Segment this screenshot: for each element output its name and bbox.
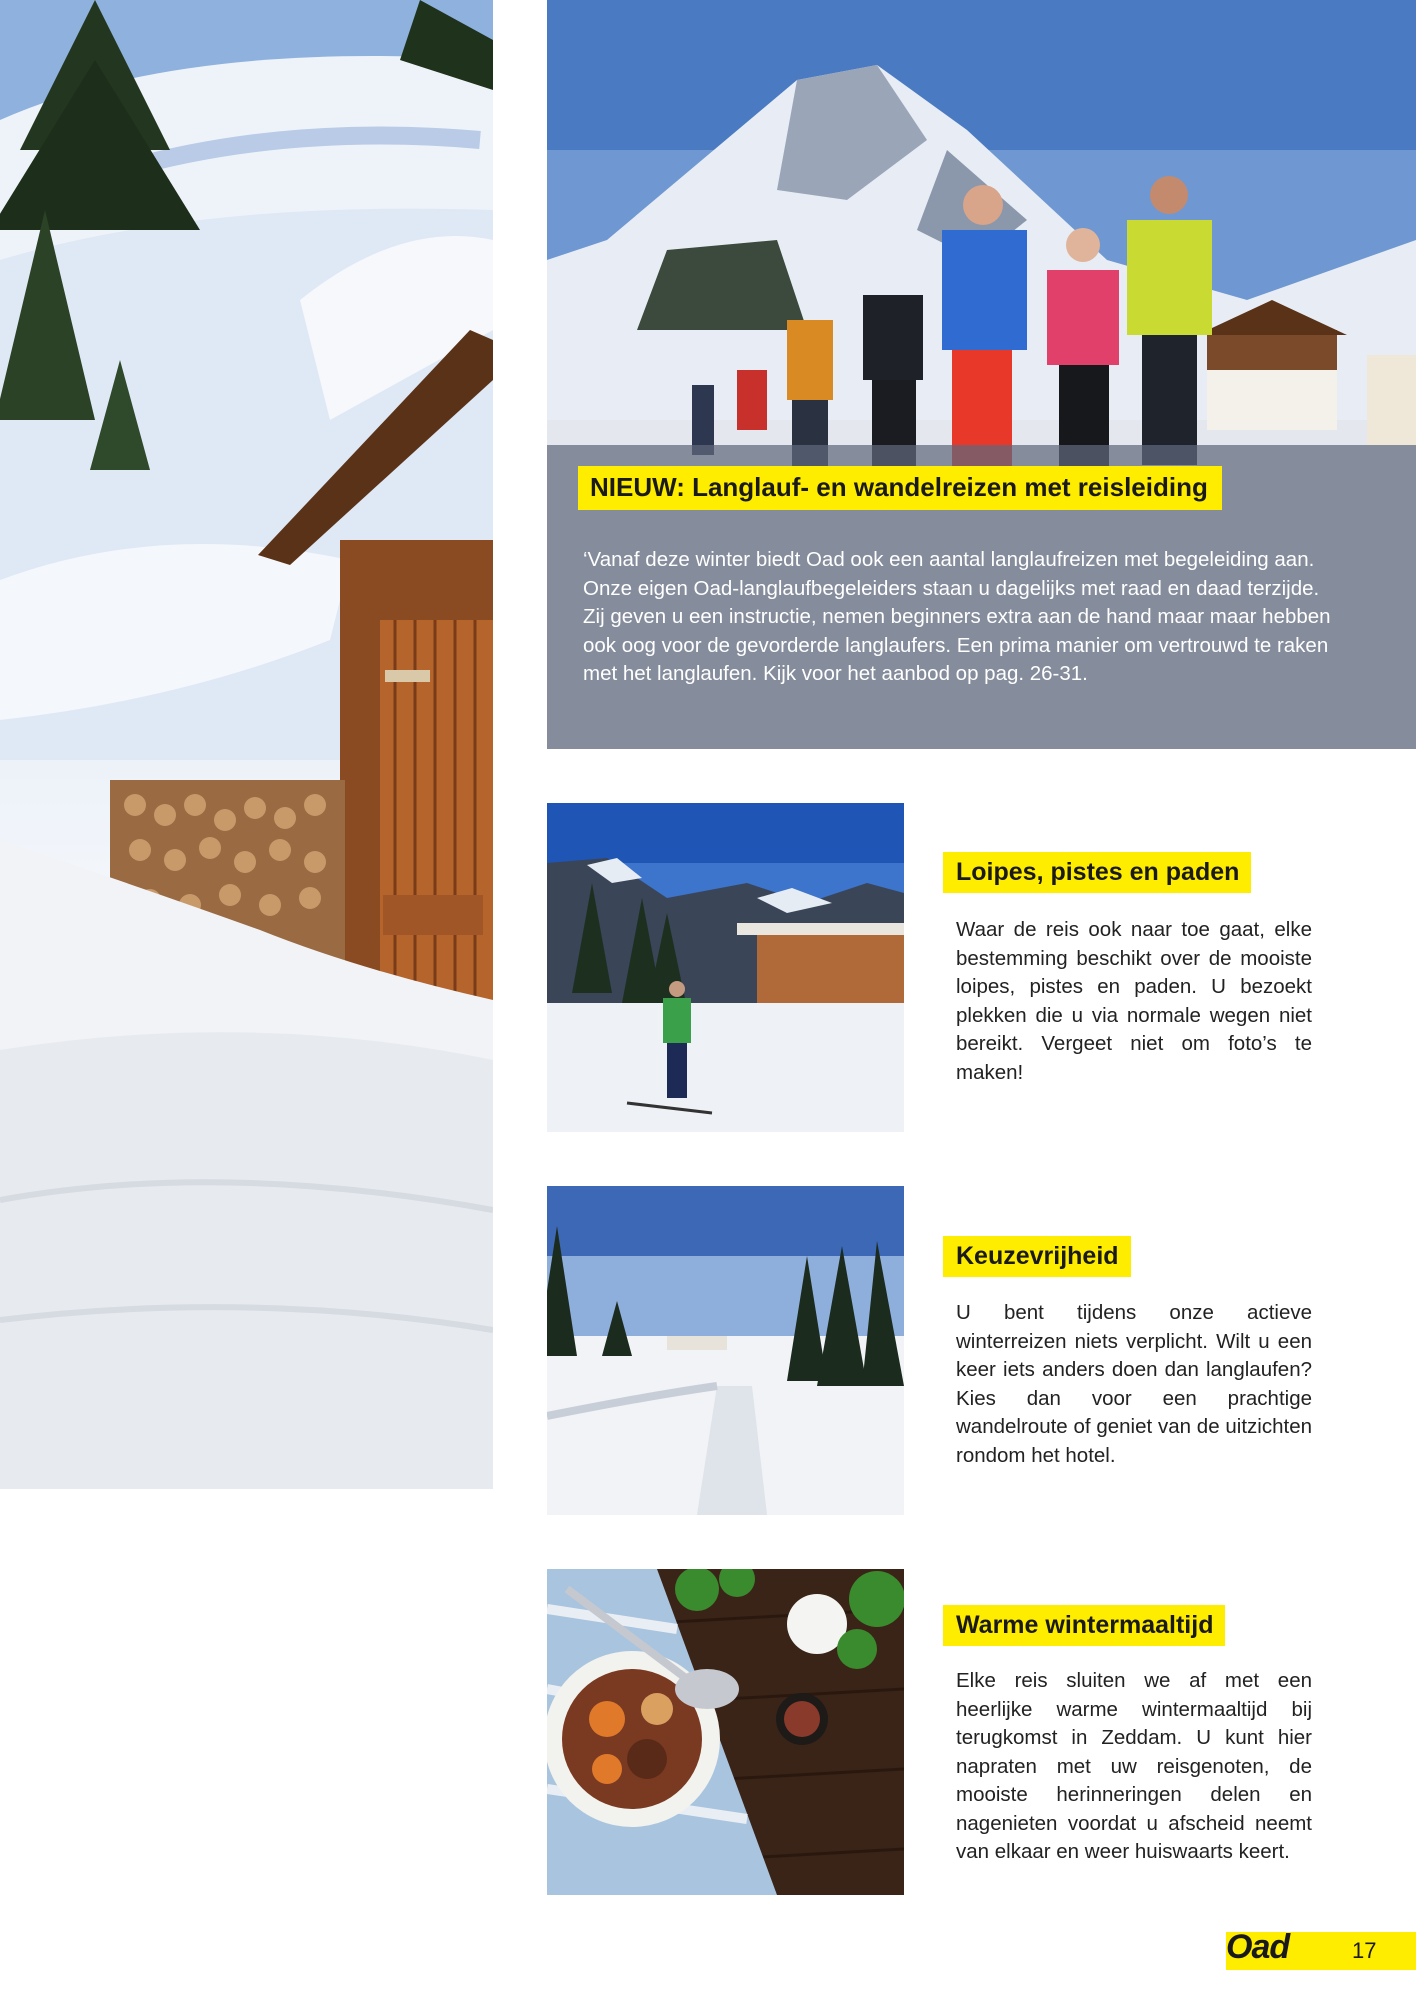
feature-title-loipes: Loipes, pistes en paden [943, 852, 1251, 893]
cross-country-skier-photo [547, 803, 904, 1132]
feature-title-maaltijd: Warme wintermaaltijd [943, 1605, 1225, 1646]
feature-text-maaltijd: Elke reis sluiten we af met een heerlijke warme wintermaaltijd bij terugkomst in Zeddam. U kunt hier napraten met uw reisgenoten, de mooiste herinneringen delen en nagenieten voordat u afscheid neemt van elkaar en weer huiswaarts keert. [956, 1669, 1312, 1863]
hero-heading: NIEUW: Langlauf- en wandelreizen met reisleiding [578, 466, 1222, 510]
oad-logo: Oad [1226, 1928, 1290, 1966]
snowy-path-photo [547, 1186, 904, 1515]
winter-stew-photo [547, 1569, 904, 1895]
hero-paragraph: ‘Vanaf deze winter biedt Oad ook een aantal langlaufreizen met begeleiding aan. Onze eigen Oad-langlaufbegeleiders staan u dagelijks met raad en daad terzijde. Zij geven u een instructie, nemen beginners extra aan de hand maar maar hebben ook oog voor de gevorderde langlaufers. Een prima manier om vertrouwd te raken met het langlaufen. Kijk voor het aanbod op pag. 26-31. [583, 548, 1331, 685]
page-number: 17 [1352, 1938, 1377, 1963]
hiking-group-photo [547, 0, 1416, 749]
feature-title-keuzevrijheid: Keuzevrijheid [943, 1236, 1131, 1277]
feature-text-keuzevrijheid: U bent tijdens onze actieve winterreizen niets verplicht. Wilt u een keer iets anders doen dan langlaufen? Kies dan voor een prachtige wandelroute of geniet van de uitzichten rondom het hotel. [956, 1301, 1312, 1467]
feature-text-loipes: Waar de reis ook naar toe gaat, elke bestemming beschikt over de mooiste loipes, pistes en paden. U bezoekt plekken die u via normale wegen niet bereikt. Vergeet niet om foto’s te maken! [956, 918, 1312, 1084]
hut-photo [0, 0, 493, 1489]
